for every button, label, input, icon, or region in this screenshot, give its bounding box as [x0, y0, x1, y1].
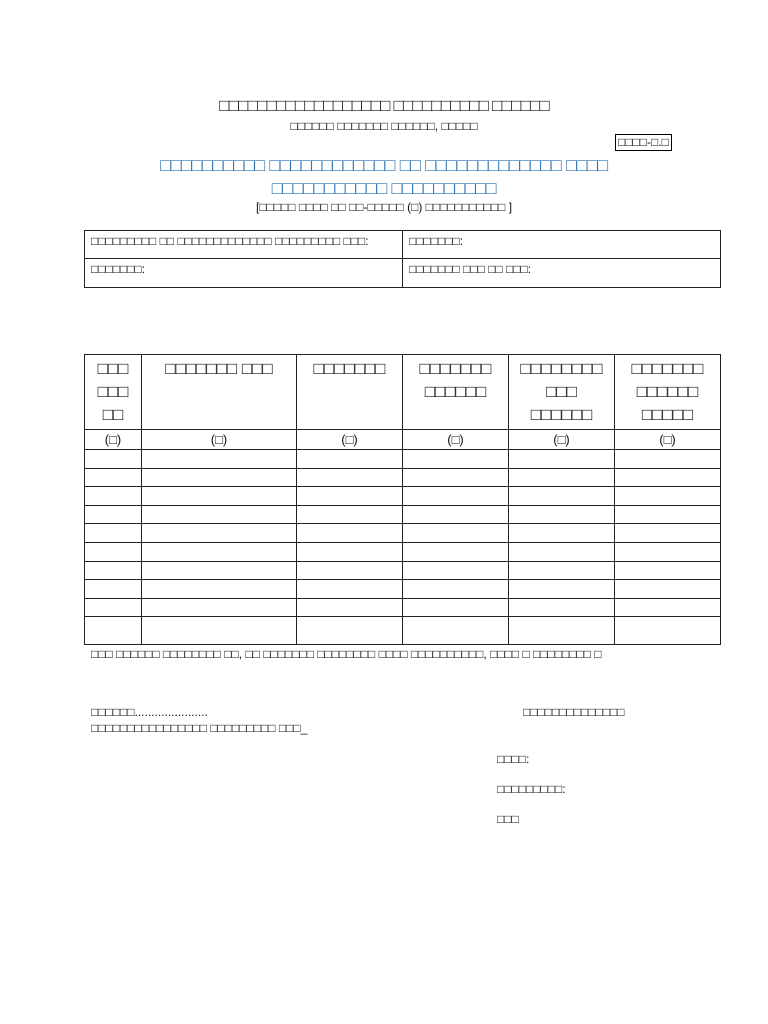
table-cell[interactable] [297, 468, 403, 487]
document-title: □□□□□□□□□□□□□□□□□□ □□□□□□□□□□ □□□□□□ [219, 96, 549, 115]
seal-label: □□□ [497, 812, 519, 826]
table-cell[interactable] [85, 505, 142, 524]
table-row [85, 450, 721, 469]
table-cell[interactable] [509, 580, 615, 599]
column-number-row [85, 430, 721, 450]
institution-name-field[interactable]: □□□□□□□□□ □□ □□□□□□□□□□□□□ □□□□□□□□□ □□□: [85, 231, 403, 259]
table-cell[interactable] [403, 505, 509, 524]
table-cell[interactable] [85, 561, 142, 580]
table-cell[interactable] [85, 450, 142, 469]
table-cell[interactable] [142, 580, 297, 599]
table-body [85, 450, 721, 645]
column-header-serial: □□□ □□□ □□ [85, 355, 142, 430]
column-number: (□) [85, 430, 142, 450]
declaration-text: □□□ □□□□□□ □□□□□□□□ □□, □□ □□□□□□□ □□□□□□□□ □□□□ □□□□□□□□□□, □□□□ □ □□□□□□□□ □ [91, 647, 602, 661]
table-cell[interactable] [403, 580, 509, 599]
table-row [85, 542, 721, 561]
table-row [85, 487, 721, 506]
column-header-6: □□□□□□□ □□□□□□ □□□□□ [615, 355, 721, 430]
table-cell[interactable] [615, 487, 721, 506]
place-field[interactable]: □□□□□□...................... [91, 705, 208, 719]
table-cell[interactable] [509, 561, 615, 580]
table-cell[interactable] [615, 580, 721, 599]
name-label[interactable]: □□□□: [497, 752, 530, 766]
table-cell[interactable] [297, 542, 403, 561]
table-cell[interactable] [142, 524, 297, 543]
designation-label[interactable]: □□□□□□□□□: [497, 782, 566, 796]
table-cell[interactable] [297, 580, 403, 599]
info-row [85, 259, 721, 288]
signature-title: □□□□□□□□□□□□□□ [523, 705, 625, 719]
table-cell[interactable] [509, 505, 615, 524]
table-cell[interactable] [403, 450, 509, 469]
table-cell[interactable] [297, 524, 403, 543]
address-field[interactable]: □□□□□□□: [85, 259, 403, 288]
info-row [85, 231, 721, 259]
table-cell[interactable] [403, 598, 509, 617]
table-header-row [85, 355, 721, 430]
column-number: (□) [142, 430, 297, 450]
document-subtitle: □□□□□□ □□□□□□□ □□□□□□, □□□□□ [290, 119, 478, 133]
table-cell[interactable] [142, 542, 297, 561]
table-cell[interactable] [403, 524, 509, 543]
table-cell[interactable] [142, 450, 297, 469]
table-cell[interactable] [509, 487, 615, 506]
column-number: (□) [509, 430, 615, 450]
table-cell[interactable] [509, 598, 615, 617]
info-table [84, 230, 721, 288]
column-number: (□) [615, 430, 721, 450]
table-cell[interactable] [85, 468, 142, 487]
table-cell[interactable] [142, 468, 297, 487]
table-row [85, 468, 721, 487]
table-cell[interactable] [403, 542, 509, 561]
table-cell[interactable] [615, 505, 721, 524]
table-cell[interactable] [85, 598, 142, 617]
table-cell[interactable] [509, 617, 615, 645]
form-number-box: □□□□-□.□ [615, 134, 672, 151]
table-row [85, 561, 721, 580]
table-cell[interactable] [85, 617, 142, 645]
table-cell[interactable] [615, 450, 721, 469]
column-number: (□) [403, 430, 509, 450]
form-heading-line-2: □□□□□□□□□□□ □□□□□□□□□□ [271, 178, 497, 198]
column-header-4: □□□□□□□ □□□□□□ [403, 355, 509, 430]
table-cell[interactable] [297, 505, 403, 524]
table-row [85, 505, 721, 524]
date-field[interactable]: □□□□□□□: [403, 231, 721, 259]
table-cell[interactable] [297, 598, 403, 617]
table-cell[interactable] [85, 580, 142, 599]
date-line[interactable]: □□□□□□□□□□□□□□□□ □□□□□□□□□ □□□_ [91, 721, 308, 735]
table-cell[interactable] [615, 542, 721, 561]
column-header-3: □□□□□□□ [297, 355, 403, 430]
table-cell[interactable] [85, 542, 142, 561]
table-row [85, 617, 721, 645]
column-header-name: □□□□□□□ □□□ [142, 355, 297, 430]
table-cell[interactable] [403, 487, 509, 506]
table-cell[interactable] [297, 561, 403, 580]
table-cell[interactable] [142, 505, 297, 524]
officer-name-field[interactable]: □□□□□□□ □□□ □□ □□□: [403, 259, 721, 288]
table-cell[interactable] [509, 468, 615, 487]
table-row [85, 580, 721, 599]
table-cell[interactable] [85, 524, 142, 543]
table-cell[interactable] [403, 617, 509, 645]
rule-reference: [□□□□□ □□□□ □□ □□-□□□□□ (□) □□□□□□□□□□□ ] [255, 200, 513, 214]
table-cell[interactable] [297, 487, 403, 506]
table-cell[interactable] [509, 542, 615, 561]
table-row [85, 524, 721, 543]
table-cell[interactable] [615, 617, 721, 645]
column-header-5: □□□□□□□□ □□□ □□□□□□ [509, 355, 615, 430]
form-heading-line-1: □□□□□□□□□□ □□□□□□□□□□□□ □□ □□□□□□□□□□□□□ □□□□ [160, 155, 608, 175]
table-cell[interactable] [615, 598, 721, 617]
table-cell[interactable] [142, 561, 297, 580]
table-cell[interactable] [142, 617, 297, 645]
table-cell[interactable] [615, 468, 721, 487]
table-row [85, 598, 721, 617]
table-cell[interactable] [85, 487, 142, 506]
table-cell[interactable] [509, 450, 615, 469]
table-cell[interactable] [509, 524, 615, 543]
table-cell[interactable] [403, 468, 509, 487]
entries-table [84, 354, 721, 645]
table-cell[interactable] [142, 598, 297, 617]
column-number: (□) [297, 430, 403, 450]
table-cell[interactable] [297, 450, 403, 469]
table-cell[interactable] [297, 617, 403, 645]
table-cell[interactable] [615, 561, 721, 580]
table-cell[interactable] [615, 524, 721, 543]
table-cell[interactable] [403, 561, 509, 580]
table-cell[interactable] [142, 487, 297, 506]
